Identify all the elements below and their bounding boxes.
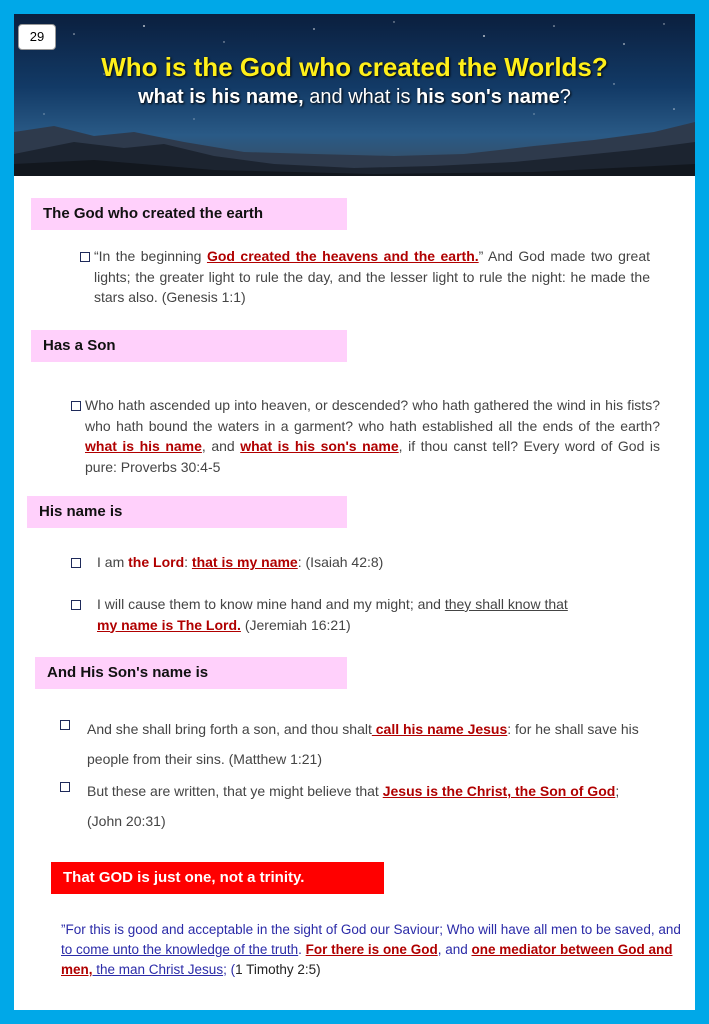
section-heading-his-name: His name is xyxy=(27,496,347,528)
subtitle-part-2: and what is xyxy=(303,86,417,108)
john-highlight: Jesus is the Christ, the Son of God xyxy=(382,783,616,799)
proverbs-paragraph xyxy=(85,395,660,477)
matthew-text-a: And she shall bring forth a son, and thou shalt xyxy=(87,721,372,737)
section-heading-son: Has a Son xyxy=(31,330,347,362)
proverbs-text-b: , and xyxy=(201,438,241,454)
isaiah-text-c: : (Isaiah 42:8) xyxy=(297,554,384,570)
isaiah-line xyxy=(97,552,657,573)
genesis-paragraph xyxy=(94,246,650,308)
proverbs-highlight-son-name: what is his son's name xyxy=(240,438,399,454)
matthew-paragraph xyxy=(87,714,647,774)
jeremiah-line xyxy=(97,594,577,635)
page-title: Who is the God who created the Worlds? xyxy=(101,52,608,82)
timothy-highlight-mediator: one mediator between God and men, xyxy=(61,942,673,977)
jeremiah-text-a: I will cause them to know mine hand and my might; and xyxy=(97,596,445,612)
timothy-highlight-one-god: For there is one God xyxy=(305,942,438,957)
page-subtitle xyxy=(14,86,695,109)
checkbox-bullet-icon xyxy=(71,558,81,568)
subtitle-part-3: his son's name xyxy=(416,86,560,108)
genesis-highlight: God created the heavens and the earth. xyxy=(206,248,479,264)
page-number: 29 xyxy=(18,24,56,50)
proverbs-highlight-name: what is his name xyxy=(85,438,202,454)
timothy-underlined-christ: the man Christ Jesus xyxy=(92,962,224,977)
section-heading-one-god: That GOD is just one, not a trinity. xyxy=(51,862,384,894)
genesis-text-a: “In the beginning xyxy=(94,248,207,264)
page xyxy=(14,14,695,1010)
proverbs-text-c: , if thou canst tell? Every word of God is pure: Proverbs 30:4-5 xyxy=(85,438,660,475)
section-heading-creator: The God who created the earth xyxy=(31,198,347,230)
jeremiah-text-b: (Jeremiah 16:21) xyxy=(240,616,351,633)
timothy-text-d: ; ( xyxy=(223,962,236,977)
john-text-b: ; (John 20:31) xyxy=(87,783,620,829)
timothy-reference: 1 Timothy 2:5) xyxy=(235,962,321,977)
john-text-a: But these are written, that ye might believe that xyxy=(87,783,383,799)
checkbox-bullet-icon xyxy=(71,600,81,610)
checkbox-bullet-icon xyxy=(71,401,81,411)
checkbox-bullet-icon xyxy=(80,252,90,262)
isaiah-highlight: that is my name xyxy=(191,554,298,570)
genesis-text-b: ” And God made two great lights; the greater light to rule the day, and the lesser light to rule the night: he made the stars also. (Genesis 1:1) xyxy=(94,248,651,305)
proverbs-text-a: Who hath ascended up into heaven, or descended? who hath gathered the wind in his fists? who hath bound the waters in a garment? who hath established all the ends of the earth? xyxy=(85,397,660,434)
jeremiah-underlined: they shall know that xyxy=(444,596,568,612)
subtitle-part-4: ? xyxy=(559,86,571,108)
header-banner xyxy=(14,14,695,176)
jeremiah-highlight: my name is The Lord. xyxy=(97,616,241,633)
subtitle-part-1: what is his name, xyxy=(138,86,304,108)
matthew-text-b: : for he shall save his people from their sins. (Matthew 1:21) xyxy=(87,721,639,767)
matthew-highlight: call his name Jesus xyxy=(371,721,508,737)
isaiah-text-a: I am xyxy=(97,554,129,570)
section-heading-son-name: And His Son's name is xyxy=(35,657,347,689)
timothy-underlined-truth: to come unto the knowledge of the truth xyxy=(61,942,299,957)
john-paragraph xyxy=(87,776,647,836)
timothy-text-b: . xyxy=(298,942,306,957)
checkbox-bullet-icon xyxy=(60,720,70,730)
isaiah-the-lord: the Lord xyxy=(128,554,185,570)
timothy-text-a: ”For this is good and acceptable in the sight of God our Saviour; Who will have all men to be saved, and xyxy=(61,922,681,937)
timothy-text-c: , and xyxy=(437,942,472,957)
isaiah-text-b: : xyxy=(184,554,192,570)
checkbox-bullet-icon xyxy=(60,782,70,792)
timothy-quote xyxy=(61,920,681,980)
